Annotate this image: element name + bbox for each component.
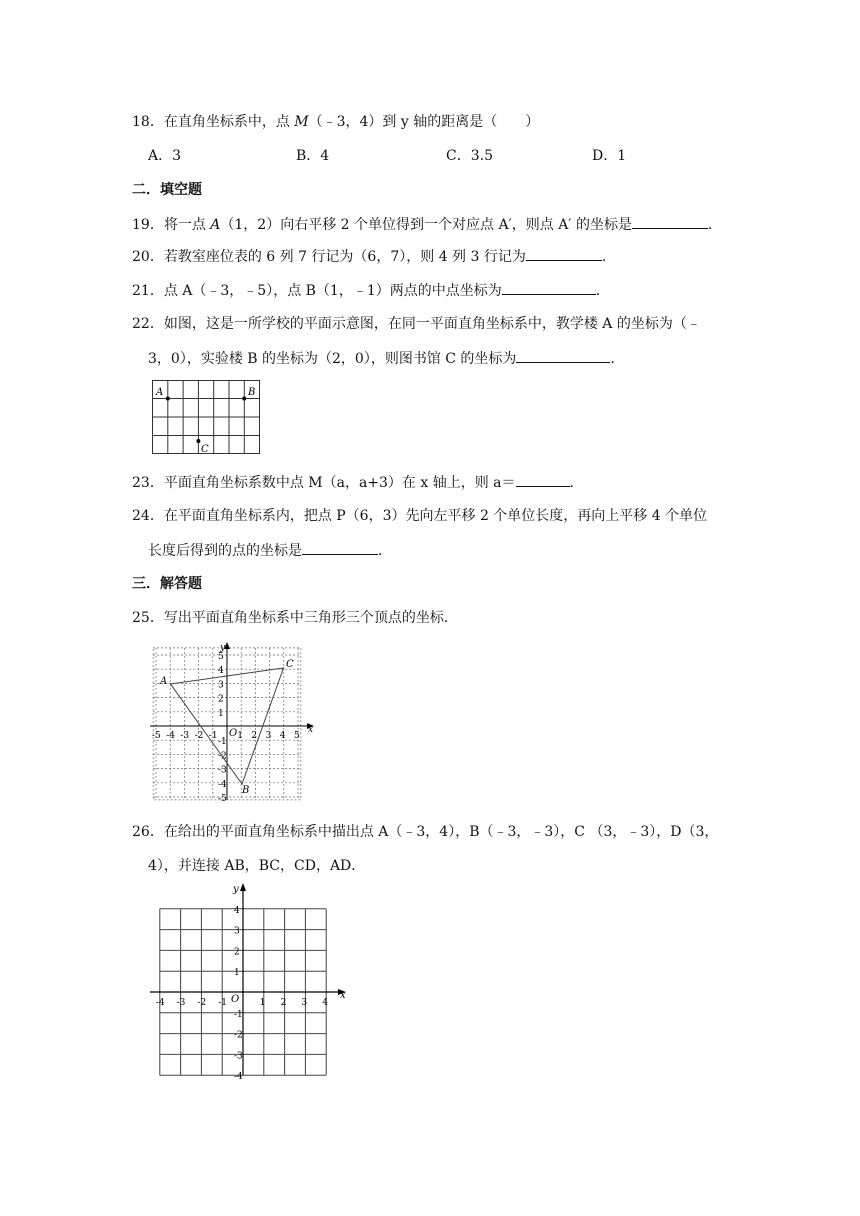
q18-stem-tail: （﹣3，4）到 y 轴的距离是（ ） <box>308 114 540 130</box>
q25-y-tick-label: 4 <box>218 666 224 677</box>
q22-point-a <box>166 397 170 401</box>
q20-answer-blank[interactable] <box>526 246 602 261</box>
q25-x-axis-label: x <box>308 725 314 735</box>
q25-x-tick-label: 1 <box>237 731 243 741</box>
q25-x-tick-label: -2 <box>194 731 204 741</box>
q18-stem-text: 18．在直角坐标系中，点 <box>132 114 295 130</box>
q22-answer-blank[interactable] <box>516 348 610 363</box>
q26-x-tick-label: -1 <box>218 998 227 1008</box>
q22-point-c <box>196 439 200 443</box>
q26-x-tick-label: 2 <box>280 998 287 1008</box>
q19-answer-blank[interactable] <box>632 214 708 229</box>
q24-stem-line1: 24．在平面直角坐标系内，把点 P（6，3）先向左平移 2 个单位长度，再向上平移 4 个单位 <box>132 508 708 524</box>
q25-x-tick-label: 4 <box>279 731 286 741</box>
q19-stem: 19．将一点 A（1，2）向右平移 2 个单位得到一个对应点 A′，则点 A′ 的坐标是 ． <box>132 214 722 235</box>
q25-vertex-c: C <box>286 659 294 670</box>
q20-stem: 20．若教室座位表的 6 列 7 行记为（6，7），则 4 列 3 行记为 ． <box>132 246 616 267</box>
q26-y-tick-label: -2 <box>234 1030 243 1041</box>
q26-y-tick-label: -1 <box>234 1009 243 1020</box>
q25-y-tick-label: -4 <box>218 779 227 790</box>
q25-y-tick-label: 3 <box>218 680 224 691</box>
q22-school-grid <box>152 380 262 455</box>
q26-x-tick-label: 4 <box>322 998 328 1008</box>
q22-stem-line2: 3，0），实验楼 B 的坐标为（2，0），则图书馆 C 的坐标为 ． <box>148 348 624 369</box>
q22-label-b: B <box>248 387 256 398</box>
q25-origin-label: O <box>229 728 238 739</box>
q26-origin-label: O <box>231 994 240 1005</box>
q26-x-tick-label: 1 <box>259 998 266 1008</box>
q25-x-tick-label: -5 <box>152 731 161 741</box>
q26-x-tick-label: -4 <box>155 998 165 1008</box>
q26-x-tick-label: -3 <box>176 998 186 1008</box>
q25-y-tick-label: -1 <box>218 737 227 748</box>
q25-x-tick-label: 2 <box>251 731 258 741</box>
q26-x-axis-label: x <box>340 990 346 1001</box>
q26-y-tick-label: -4 <box>234 1072 243 1083</box>
q26-y-tick-label: 4 <box>234 905 240 916</box>
q21-answer-blank[interactable] <box>502 280 596 295</box>
q23-stem: 23．平面直角坐标系数中点 M（a，a+3）在 x 轴上，则 a＝ ． <box>132 472 584 493</box>
q18-stem <box>132 112 539 132</box>
q26-coordinate-grid <box>145 880 355 1083</box>
q26-y-tick-label: -3 <box>234 1051 243 1062</box>
q25-vertex-a: A <box>160 676 168 687</box>
q18-point-m: M <box>294 114 309 130</box>
q25-y-axis-label: y <box>220 643 226 653</box>
q18-option-b: B．4 <box>296 148 330 164</box>
q25-x-tick-label: -1 <box>208 731 218 741</box>
q24-answer-blank[interactable] <box>302 540 378 555</box>
q25-x-tick-label: -4 <box>166 731 175 741</box>
q25-triangle-graph <box>150 640 320 802</box>
q25-y-tick-label: -3 <box>218 765 227 776</box>
q25-vertex-b: B <box>242 785 250 796</box>
q24-stem-line2: 长度后得到的点的坐标是 ． <box>148 540 392 561</box>
q26-y-axis-label: y <box>233 884 239 895</box>
q22-stem-line1: 22．如图，这是一所学校的平面示意图，在同一平面直角坐标系中，教学楼 A 的坐标为（﹣ <box>132 316 701 332</box>
q23-answer-blank[interactable] <box>516 472 570 487</box>
q25-stem: 25．写出平面直角坐标系中三角形三个顶点的坐标． <box>132 610 458 626</box>
q18-option-d: D．1 <box>592 148 627 164</box>
q26-y-tick-label: 3 <box>234 926 240 937</box>
q25-x-tick-label: 5 <box>294 731 300 741</box>
q25-y-tick-label: 1 <box>218 708 224 719</box>
q21-stem: 21．点 A（﹣3，﹣5），点 B（1，﹣1）两点的中点坐标为 ． <box>132 280 610 301</box>
q22-label-c: C <box>201 444 209 455</box>
q26-y-arrow <box>240 883 246 891</box>
q22-label-a: A <box>156 387 164 398</box>
q25-y-tick-label: 2 <box>218 694 224 705</box>
q26-x-tick-label: -2 <box>197 998 207 1008</box>
q26-y-tick-label: 1 <box>234 968 240 979</box>
q25-x-tick-label: -3 <box>180 731 190 741</box>
q25-y-tick-label: 5 <box>218 652 224 662</box>
q26-stem-line2: 4），并连接 AB，BC，CD，AD． <box>148 858 366 874</box>
q26-stem-line1: 26．在给出的平面直角坐标系中描出点 A（﹣3，4），B（﹣3，﹣3），C （3，﹣3），D（3， <box>132 824 719 840</box>
q25-y-tick-label: -2 <box>218 751 227 762</box>
q26-y-tick-label: 2 <box>234 947 240 958</box>
section-fill-blank-heading: 二．填空题 <box>132 182 202 198</box>
q25-y-tick-label: -5 <box>218 794 227 804</box>
q22-point-b <box>242 397 246 401</box>
section-answer-heading: 三．解答题 <box>132 576 202 592</box>
q25-x-tick-label: 3 <box>265 731 272 741</box>
q18-option-a: A．3 <box>148 148 182 164</box>
q18-option-c: C．3.5 <box>446 148 493 164</box>
q26-x-tick-label: 3 <box>301 998 308 1008</box>
